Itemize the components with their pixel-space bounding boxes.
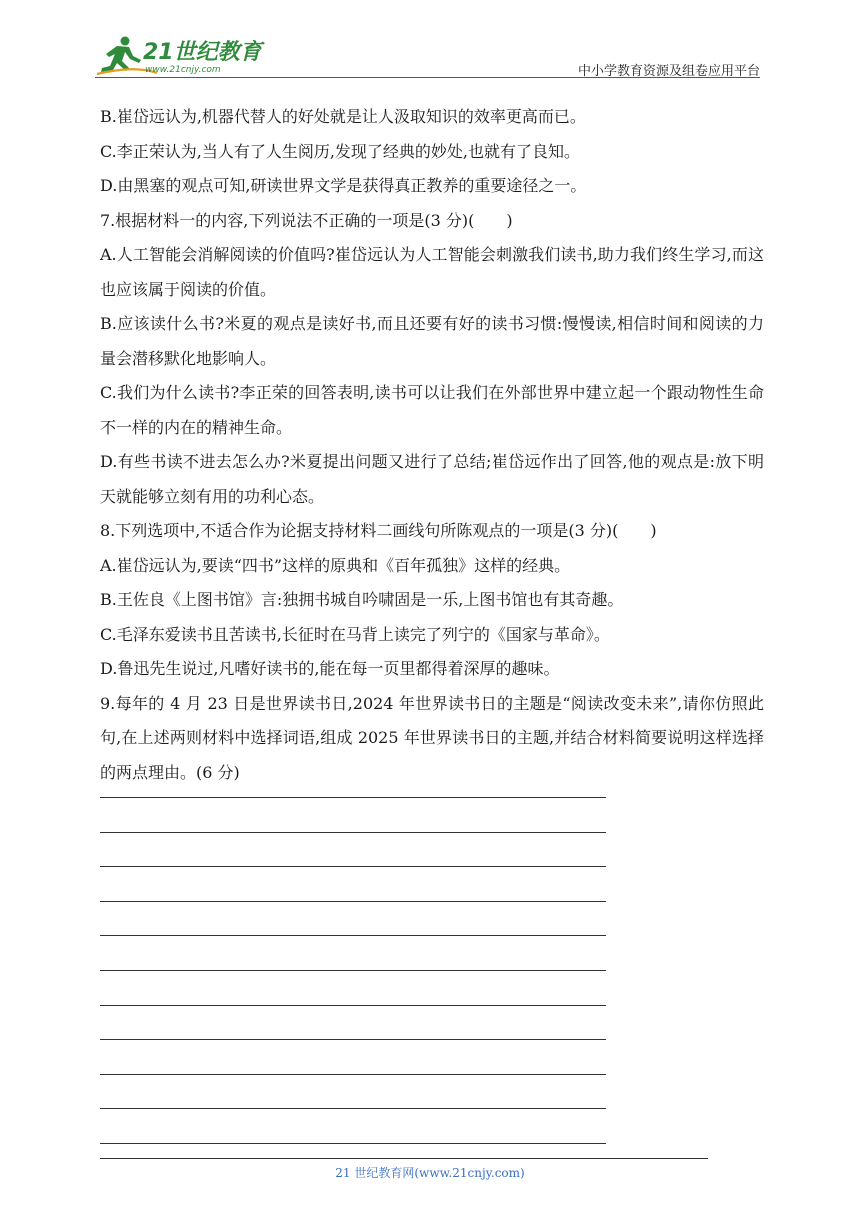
q8-option-d: D.鲁迅先生说过,凡嗜好读书的,能在每一页里都得着深厚的趣味。 [100, 659, 560, 678]
answer-line [100, 1005, 606, 1006]
option-line: B.崔岱远认为,机器代替人的好处就是让人汲取知识的效率更高而已。 [100, 107, 586, 126]
question-7-stem: 7.根据材料一的内容,下列说法不正确的一项是(3 分)( ) [100, 210, 513, 230]
question-content [100, 100, 764, 790]
answer-line [100, 935, 606, 936]
answer-line [100, 901, 606, 902]
q7-option-c: C.我们为什么读书?李正荣的回答表明,读书可以让我们在外部世界中建立起一个跟动物性生命不一样的内在的精神生命。 [100, 383, 764, 437]
header-divider [95, 77, 760, 78]
page-header [95, 30, 760, 80]
answer-line [100, 970, 606, 971]
answer-line [100, 1143, 606, 1144]
site-logo [95, 32, 265, 78]
q7-option-a: A.人工智能会消解阅读的价值吗?崔岱远认为人工智能会刺激我们读书,助力我们终生学习,而这也应该属于阅读的价值。 [100, 245, 764, 299]
q8-option-a: A.崔岱远认为,要读“四书”这样的原典和《百年孤独》这样的经典。 [100, 555, 571, 575]
q7-option-d: D.有些书读不进去怎么办?米夏提出问题又进行了总结;崔岱远作出了回答,他的观点是:放下明天就能够立刻有用的功利心态。 [100, 452, 764, 506]
footer-source[interactable]: 21 世纪教育网(www.21cnjy.com) [335, 1166, 525, 1180]
logo-wordmark: 21世纪教育 [143, 40, 262, 65]
question-8-stem: 8.下列选项中,不适合作为论据支持材料二画线句所陈观点的一项是(3 分)( ) [100, 521, 657, 540]
q7-option-b: B.应该读什么书?米夏的观点是读好书,而且还要有好的读书习惯:慢慢读,相信时间和阅读的力量会潜移默化地影响人。 [100, 314, 764, 368]
answer-line [100, 1074, 606, 1075]
platform-name: 中小学教育资源及组卷应用平台 [577, 64, 760, 79]
runner-logo-icon [95, 32, 265, 78]
answer-area[interactable] [100, 797, 606, 1178]
option-line: D.由黑塞的观点可知,研读世界文学是获得真正教养的重要途径之一。 [100, 176, 587, 195]
option-line: C.李正荣认为,当人有了人生阅历,发现了经典的妙处,也就有了良知。 [100, 141, 581, 161]
question-9-stem: 9.每年的 4 月 23 日是世界读书日,2024 年世界读书日的主题是“阅读改变未来”,请你仿照此句,在上述两则材料中选择词语,组成 2025 年世界读书日的主题,并结合材料简要说明这样选择的两点理由。(6 分) [100, 693, 764, 782]
answer-line [100, 1108, 606, 1109]
logo-url: www.21cnjy.com [145, 65, 221, 75]
answer-line [100, 797, 606, 798]
answer-line [100, 1039, 606, 1040]
answer-line [100, 832, 606, 833]
q8-option-c: C.毛泽东爱读书且苦读书,长征时在马背上读完了列宁的《国家与革命》。 [100, 624, 610, 644]
footer-divider [100, 1158, 708, 1159]
q8-option-b: B.王佐良《上图书馆》言:独拥书城自吟啸固是一乐,上图书馆也有其奇趣。 [100, 590, 624, 609]
answer-line [100, 866, 606, 867]
